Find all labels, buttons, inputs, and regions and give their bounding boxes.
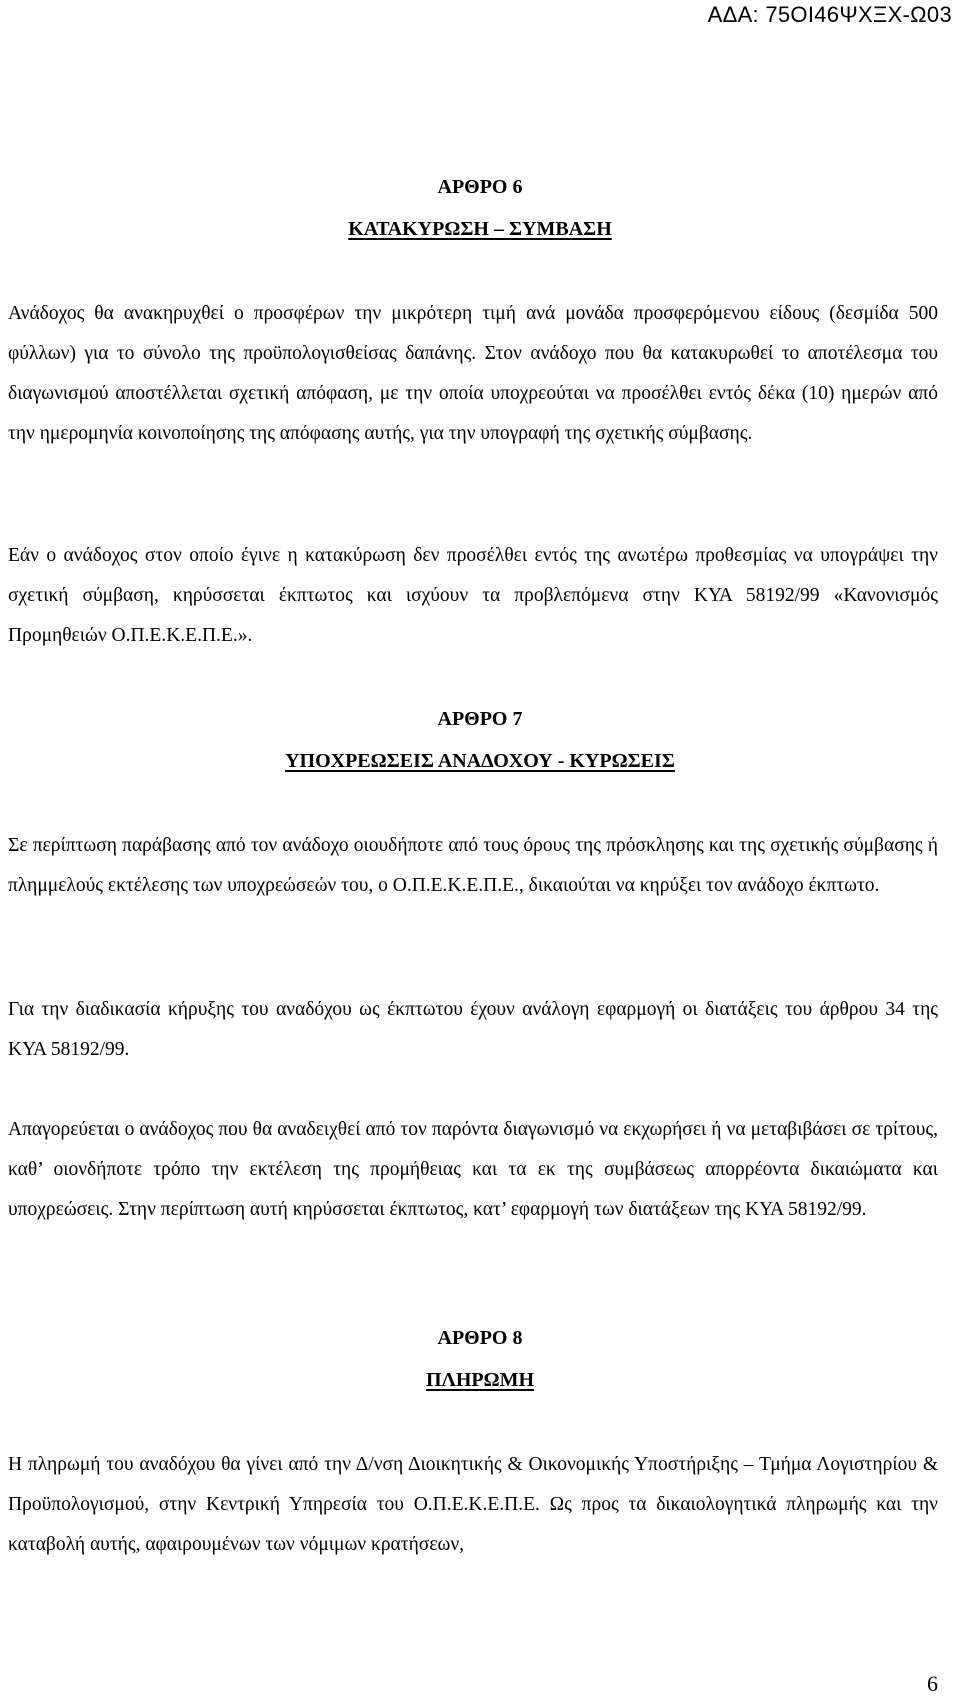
article-7-title: ΥΠΟΧΡΕΩΣΕΙΣ ΑΝΑΔΟΧΟΥ - ΚΥΡΩΣΕΙΣ: [285, 750, 675, 772]
ada-code: ΑΔΑ: 75ΟΙ46ΨΧΞΧ-Ω03: [707, 2, 952, 27]
article-6-number: ΑΡΘΡΟ 6: [437, 176, 523, 198]
article-8-paragraph-1: Η πληρωμή του αναδόχου θα γίνει από την Δ/νση Διοικητικής & Οικονομικής Υποστήριξης – Τμήμα Λογιστηρίου & Προϋπολογισμού, στην Κεντρική Υπηρεσία του Ο.Π.Ε.Κ.Ε.Π.Ε. Ως προς τα δικαιολογητικά πληρωμής και την καταβολή αυτής, αφαιρουμένων των νόμιμων κρατήσεων,: [8, 1454, 938, 1555]
article-7-paragraph-1: Σε περίπτωση παράβασης από τον ανάδοχο οιουδήποτε από τους όρους της πρόσκλησης και της σχετικής σύμβασης ή πλημμελούς εκτέλεσης των υποχρεώσεών του, ο Ο.Π.Ε.Κ.Ε.Π.Ε., δικαιούται να κηρύξει τον ανάδοχο έκπτωτο.: [8, 835, 938, 896]
article-7-number: ΑΡΘΡΟ 7: [437, 708, 523, 730]
article-8-title: ΠΛΗΡΩΜΗ: [425, 1369, 535, 1391]
article-6-title: ΚΑΤΑΚΥΡΩΣΗ – ΣΥΜΒΑΣΗ: [348, 218, 612, 240]
article-7-paragraph-3: Απαγορεύεται ο ανάδοχος που θα αναδειχθεί από τον παρόντα διαγωνισμό να εκχωρήσει ή να μεταβιβάσει σε τρίτους, καθ’ οιονδήποτε τρόπο την εκτέλεση της προμήθειας και τα εκ της συμβάσεως απορρέοντα δικαιώματα και υποχρεώσεις. Στην περίπτωση αυτή κηρύσσεται έκπτωτος, κατ’ εφαρμογή των διατάξεων της ΚΥΑ 58192/99.: [8, 1119, 938, 1220]
article-6-paragraph-1: Ανάδοχος θα ανακηρυχθεί ο προσφέρων την μικρότερη τιμή ανά μονάδα προσφερόμενου είδους (δεσμίδα 500 φύλλων) για το σύνολο της προϋπολογισθείσας δαπάνης. Στον ανάδοχο που θα κατακυρωθεί το αποτέλεσμα του διαγωνισμού αποστέλλεται σχετική απόφαση, με την οποία υποχρεούται να προσέλθει εντός δέκα (10) ημερών από την ημερομηνία κοινοποίησης της απόφασης αυτής, για την υπογραφή της σχετικής σύμβασης.: [8, 303, 938, 444]
article-8-number: ΑΡΘΡΟ 8: [437, 1327, 523, 1349]
article-7-paragraph-2: Για την διαδικασία κήρυξης του αναδόχου ως έκπτωτου έχουν ανάλογη εφαρμογή οι διατάξεις του άρθρου 34 της ΚΥΑ 58192/99.: [8, 999, 938, 1060]
page-number: 6: [927, 1671, 938, 1696]
article-6-paragraph-2: Εάν ο ανάδοχος στον οποίο έγινε η κατακύρωση δεν προσέλθει εντός της ανωτέρω προθεσμίας να υπογράψει την σχετική σύμβαση, κηρύσσεται έκπτωτος και ισχύουν τα προβλεπόμενα στην ΚΥΑ 58192/99 «Κανονισμός Προμηθειών Ο.Π.Ε.Κ.Ε.Π.Ε.».: [8, 545, 938, 646]
